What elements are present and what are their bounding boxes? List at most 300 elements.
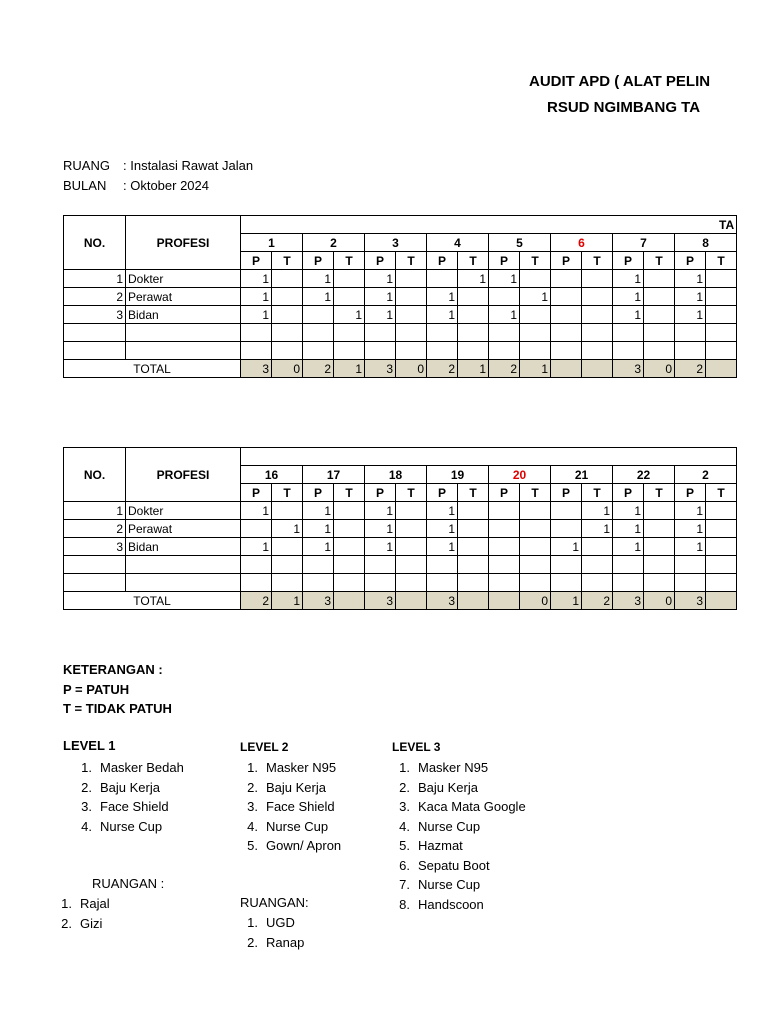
table-cell [334, 270, 365, 288]
total-cell: 1 [551, 592, 582, 610]
total-cell: 3 [303, 592, 334, 610]
keterangan-block [63, 660, 172, 719]
table-cell: 1 [613, 270, 644, 288]
level2-item [236, 778, 341, 798]
table-cell: 1 [241, 270, 272, 288]
table-cell [458, 520, 489, 538]
table-cell: 1 [613, 502, 644, 520]
day-header: 5 [489, 234, 551, 252]
total-cell: 0 [644, 592, 675, 610]
list-number: 1. [399, 760, 410, 775]
tidak-patuh-header: T [582, 252, 613, 270]
table-cell [582, 270, 613, 288]
empty-cell [126, 574, 241, 592]
table-cell [520, 306, 551, 324]
table-cell: 1 [613, 520, 644, 538]
patuh-header: P [613, 484, 644, 502]
row-number: 3 [64, 538, 126, 556]
row-number: 1 [64, 270, 126, 288]
row-profesi: Dokter [126, 502, 241, 520]
table-cell: 1 [303, 520, 334, 538]
total-cell [706, 360, 737, 378]
empty-cell [520, 342, 551, 360]
empty-cell [427, 324, 458, 342]
empty-cell [365, 574, 396, 592]
day-header: 20 [489, 466, 551, 484]
total-cell [489, 592, 520, 610]
empty-cell [396, 324, 427, 342]
row-profesi: Dokter [126, 270, 241, 288]
list-number: 3. [399, 799, 410, 814]
table-cell: 1 [458, 270, 489, 288]
table-cell: 1 [427, 520, 458, 538]
day-header: 8 [675, 234, 737, 252]
table-cell [458, 538, 489, 556]
empty-cell [241, 574, 272, 592]
empty-row [64, 324, 737, 342]
level1-item [70, 778, 184, 798]
empty-cell [613, 324, 644, 342]
level2-head: LEVEL 2 [240, 740, 289, 754]
level3-item [388, 778, 526, 798]
level3-head: LEVEL 3 [392, 740, 441, 754]
audit-table-1 [63, 215, 735, 378]
day-header: 19 [427, 466, 489, 484]
empty-cell [582, 574, 613, 592]
table-row [64, 502, 737, 520]
document-title-line2: RSUD NGIMBANG TA [547, 99, 701, 116]
empty-cell [458, 574, 489, 592]
total-cell: 0 [644, 360, 675, 378]
list-number: 1. [247, 915, 258, 930]
total-cell: 3 [613, 360, 644, 378]
table-cell [458, 306, 489, 324]
list-text: Gown/ Apron [266, 838, 342, 853]
table-cell: 1 [241, 502, 272, 520]
list-number: 4. [247, 818, 258, 834]
level2-item [236, 758, 341, 778]
patuh-header: P [613, 252, 644, 270]
total-cell: 2 [582, 592, 613, 610]
row-profesi: Perawat [126, 288, 241, 306]
total-cell: 2 [241, 592, 272, 610]
empty-cell [396, 574, 427, 592]
day-header: 7 [613, 234, 675, 252]
empty-cell [644, 574, 675, 592]
empty-cell [675, 324, 706, 342]
table-cell [396, 538, 427, 556]
patuh-header: P [489, 484, 520, 502]
table-cell: 1 [489, 270, 520, 288]
empty-cell [64, 342, 126, 360]
empty-cell [675, 556, 706, 574]
day-header: 18 [365, 466, 427, 484]
no-header: NO. [64, 216, 126, 270]
total-cell: 3 [675, 592, 706, 610]
table-cell [520, 502, 551, 520]
list-number: 1. [247, 760, 258, 775]
list-text: Masker N95 [266, 760, 337, 775]
list-text: Nurse Cup [418, 818, 481, 834]
empty-cell [644, 556, 675, 574]
patuh-header: P [551, 252, 582, 270]
table-cell: 1 [303, 502, 334, 520]
table-cell [241, 520, 272, 538]
total-cell: 0 [396, 360, 427, 378]
total-label: TOTAL [64, 360, 241, 378]
table-cell: 1 [365, 288, 396, 306]
total-cell: 1 [334, 360, 365, 378]
row-number: 2 [64, 288, 126, 306]
empty-cell [272, 574, 303, 592]
row-number: 1 [64, 502, 126, 520]
table-cell: 1 [365, 270, 396, 288]
list-number: 1. [81, 760, 92, 775]
tidak-patuh-header: T [644, 252, 675, 270]
table-cell: 1 [520, 288, 551, 306]
profesi-header: PROFESI [126, 216, 241, 270]
list-text: Kaca Mata Google [418, 799, 526, 814]
empty-cell [272, 342, 303, 360]
table-cell: 1 [582, 502, 613, 520]
list-text: Hazmat [418, 838, 463, 853]
day-header: 4 [427, 234, 489, 252]
empty-cell [303, 556, 334, 574]
keterangan-head: KETERANGAN : [63, 662, 163, 677]
empty-cell [334, 556, 365, 574]
day-header: 2 [303, 234, 365, 252]
day-header: 3 [365, 234, 427, 252]
table-cell [551, 288, 582, 306]
empty-cell [675, 574, 706, 592]
empty-cell [126, 324, 241, 342]
tidak-patuh-header: T [458, 252, 489, 270]
tidak-patuh-header: T [520, 252, 551, 270]
row-profesi: Bidan [126, 538, 241, 556]
list-number: 5. [399, 838, 410, 853]
table-row [64, 288, 737, 306]
day-header: 17 [303, 466, 365, 484]
empty-cell [644, 324, 675, 342]
table-cell [396, 288, 427, 306]
bulan-row [63, 178, 209, 193]
empty-cell [427, 574, 458, 592]
day-header: 21 [551, 466, 613, 484]
table-cell: 1 [675, 538, 706, 556]
empty-cell [706, 574, 737, 592]
day-header: 1 [241, 234, 303, 252]
table-cell [706, 306, 737, 324]
ruang-value: : Instalasi Rawat Jalan [123, 158, 254, 173]
patuh-header: P [365, 484, 396, 502]
list-text: Face Shield [266, 799, 335, 814]
empty-cell [458, 556, 489, 574]
table-cell [396, 502, 427, 520]
table-cell [644, 270, 675, 288]
empty-cell [64, 556, 126, 574]
list-text: Face Shield [100, 799, 169, 814]
ruangan1-item [50, 894, 110, 914]
empty-cell [582, 342, 613, 360]
list-text: Rajal [80, 896, 110, 911]
table-cell [272, 502, 303, 520]
empty-cell [272, 556, 303, 574]
list-text: Baju Kerja [266, 779, 326, 795]
total-label: TOTAL [64, 592, 241, 610]
list-number: 8. [399, 896, 410, 912]
patuh-header: P [675, 484, 706, 502]
list-number: 3. [81, 799, 92, 814]
total-cell: 2 [675, 360, 706, 378]
table-cell [706, 538, 737, 556]
patuh-header: P [551, 484, 582, 502]
tidak-patuh-header: T [706, 252, 737, 270]
table-cell: 1 [365, 520, 396, 538]
table-cell [551, 270, 582, 288]
list-text: Ranap [266, 934, 305, 950]
table-cell [396, 520, 427, 538]
table-cell [644, 538, 675, 556]
row-number: 3 [64, 306, 126, 324]
table-cell [489, 288, 520, 306]
empty-cell [427, 342, 458, 360]
table-cell [582, 288, 613, 306]
list-number: 2. [247, 934, 258, 950]
empty-cell [396, 342, 427, 360]
tidak-patuh-header: T [644, 484, 675, 502]
tanggal-header [241, 448, 737, 466]
table-cell: 1 [675, 306, 706, 324]
table-cell [520, 520, 551, 538]
total-cell [396, 592, 427, 610]
list-text: Nurse Cup [266, 818, 329, 834]
level3-item [388, 817, 526, 837]
table-cell: 1 [334, 306, 365, 324]
table-cell [334, 538, 365, 556]
table-cell: 1 [613, 306, 644, 324]
list-text: Baju Kerja [100, 779, 160, 795]
table-cell [706, 502, 737, 520]
level1-item [70, 758, 184, 778]
table-row [64, 538, 737, 556]
table-cell [334, 288, 365, 306]
patuh-header: P [241, 484, 272, 502]
list-number: 2. [81, 779, 92, 795]
empty-cell [613, 574, 644, 592]
empty-cell [489, 342, 520, 360]
empty-cell [303, 324, 334, 342]
table-cell: 1 [427, 538, 458, 556]
table-cell: 1 [582, 520, 613, 538]
total-cell [551, 360, 582, 378]
day-header: 6 [551, 234, 613, 252]
table-cell: 1 [272, 520, 303, 538]
table-cell [644, 306, 675, 324]
table-cell: 1 [489, 306, 520, 324]
empty-cell [582, 556, 613, 574]
list-number: 4. [399, 818, 410, 834]
total-cell: 0 [520, 592, 551, 610]
list-number: 2. [399, 779, 410, 795]
table-cell [458, 502, 489, 520]
list-text: Nurse Cup [418, 877, 481, 892]
table-cell: 1 [675, 288, 706, 306]
empty-cell [365, 342, 396, 360]
row-profesi: Perawat [126, 520, 241, 538]
table-cell [644, 502, 675, 520]
empty-cell [334, 324, 365, 342]
table-cell: 1 [365, 502, 396, 520]
empty-cell [551, 556, 582, 574]
total-cell: 1 [272, 592, 303, 610]
table-cell: 1 [303, 270, 334, 288]
table-cell [272, 538, 303, 556]
level1-list [70, 758, 184, 836]
bulan-value: : Oktober 2024 [123, 178, 209, 193]
profesi-header: PROFESI [126, 448, 241, 502]
empty-cell [365, 556, 396, 574]
table-cell [706, 288, 737, 306]
empty-cell [489, 574, 520, 592]
empty-cell [64, 324, 126, 342]
table-cell [272, 288, 303, 306]
audit-grid-2 [63, 447, 737, 610]
table-row [64, 270, 737, 288]
list-text: Gizi [80, 915, 103, 931]
table-cell [644, 520, 675, 538]
list-text: Masker N95 [418, 760, 489, 775]
table-cell [303, 306, 334, 324]
empty-cell [458, 324, 489, 342]
ruangan2-item [236, 913, 304, 933]
header-row-top [64, 448, 737, 466]
tidak-patuh-header: T [396, 484, 427, 502]
level3-item [388, 875, 526, 895]
level3-item [388, 895, 526, 915]
table-cell [551, 502, 582, 520]
level2-list [236, 758, 341, 856]
table-cell: 1 [365, 538, 396, 556]
total-cell: 2 [489, 360, 520, 378]
table-cell [582, 306, 613, 324]
empty-cell [706, 324, 737, 342]
empty-cell [551, 324, 582, 342]
list-number: 2. [61, 915, 72, 931]
empty-cell [582, 324, 613, 342]
table-cell: 1 [551, 538, 582, 556]
ruangan2-list [236, 913, 304, 952]
list-number: 4. [81, 818, 92, 834]
audit-table-2 [63, 447, 725, 610]
total-cell: 2 [427, 360, 458, 378]
empty-cell [644, 342, 675, 360]
table-cell: 1 [365, 306, 396, 324]
total-cell: 3 [241, 360, 272, 378]
table-cell [427, 270, 458, 288]
level2-item [236, 817, 341, 837]
empty-cell [64, 574, 126, 592]
total-cell [582, 360, 613, 378]
table-cell [551, 520, 582, 538]
empty-row [64, 556, 737, 574]
table-cell [489, 502, 520, 520]
table-cell [489, 520, 520, 538]
empty-cell [365, 324, 396, 342]
header-row-top [64, 216, 737, 234]
table-cell [551, 306, 582, 324]
total-cell: 1 [520, 360, 551, 378]
table-cell: 1 [427, 288, 458, 306]
table-cell [458, 288, 489, 306]
day-header: 16 [241, 466, 303, 484]
empty-cell [303, 342, 334, 360]
table-cell: 1 [427, 306, 458, 324]
table-cell [396, 306, 427, 324]
table-cell: 1 [613, 538, 644, 556]
table-cell: 1 [241, 306, 272, 324]
list-number: 2. [247, 779, 258, 795]
list-text: Nurse Cup [100, 818, 163, 834]
total-cell: 3 [613, 592, 644, 610]
level3-item [388, 856, 526, 876]
total-cell: 3 [427, 592, 458, 610]
table-cell: 1 [427, 502, 458, 520]
empty-cell [551, 342, 582, 360]
table-cell [334, 502, 365, 520]
list-number: 3. [247, 799, 258, 814]
table-cell [520, 270, 551, 288]
empty-cell [241, 342, 272, 360]
empty-cell [613, 556, 644, 574]
empty-cell [706, 342, 737, 360]
table-cell: 1 [675, 502, 706, 520]
table-cell: 1 [303, 538, 334, 556]
table-cell [582, 538, 613, 556]
patuh-header: P [365, 252, 396, 270]
level1-item [70, 797, 184, 817]
tidak-patuh-header: T [272, 484, 303, 502]
table-row [64, 520, 737, 538]
table-cell [272, 270, 303, 288]
patuh-header: P [427, 484, 458, 502]
table-cell: 1 [303, 288, 334, 306]
empty-cell [520, 556, 551, 574]
patuh-header: P [241, 252, 272, 270]
table-cell [706, 270, 737, 288]
level3-list [388, 758, 526, 914]
day-header: 22 [613, 466, 675, 484]
total-cell: 3 [365, 592, 396, 610]
empty-cell [520, 324, 551, 342]
list-text: Handscoon [418, 896, 484, 912]
table-cell [644, 288, 675, 306]
ruangan1-head: RUANGAN : [92, 876, 165, 891]
table-cell: 1 [675, 520, 706, 538]
patuh-header: P [303, 252, 334, 270]
list-text: Baju Kerja [418, 779, 478, 795]
table-cell [272, 306, 303, 324]
empty-cell [520, 574, 551, 592]
list-text: Masker Bedah [100, 760, 184, 775]
total-cell [458, 592, 489, 610]
ruang-label: RUANG [63, 158, 110, 173]
audit-grid-1 [63, 215, 737, 378]
list-text: Sepatu Boot [418, 857, 490, 873]
empty-cell [458, 342, 489, 360]
total-cell: 2 [303, 360, 334, 378]
patuh-header: P [675, 252, 706, 270]
ruangan2-item [236, 933, 304, 953]
